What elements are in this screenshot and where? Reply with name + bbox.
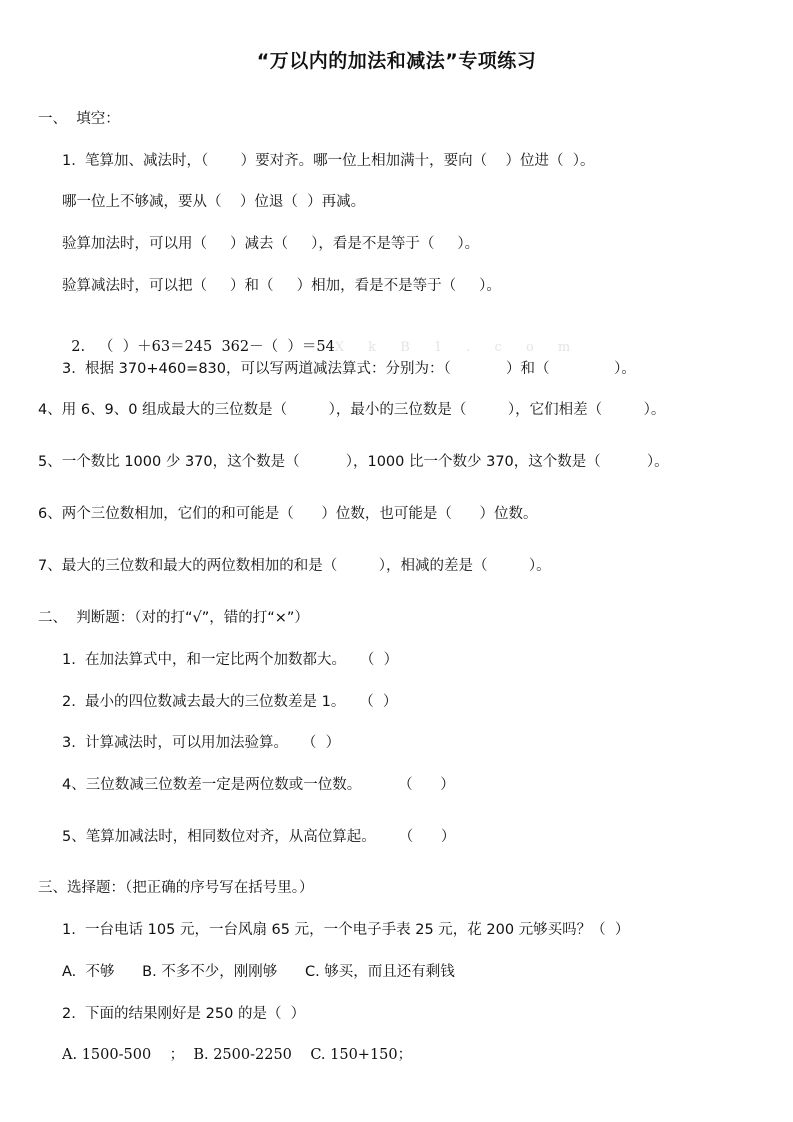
section-3-heading: 三、选择题：（把正确的序号写在括号里。） [38, 880, 314, 896]
worksheet-title: “万以内的加法和减法”专项练习 [256, 50, 537, 72]
judge-item-2: 2. 最小的四位数减去最大的三位数差是 1。 （ ） [62, 694, 398, 710]
choice-q1: 1. 一台电话 105 元，一台风扇 65 元，一个电子手表 25 元，花 200 元够买吗？（ ） [62, 922, 630, 938]
judge-item-5: 5、笔算加减法时，相同数位对齐，从高位算起。 （ ） [62, 829, 456, 845]
choice-q2-options: A. 1500-500 ； B. 2500-2250 C. 150+150； [62, 1047, 413, 1063]
fill-q1-line2: 哪一位上不够减，要从（ ）位退（ ）再减。 [62, 194, 366, 210]
fill-q1-line4: 验算减法时，可以把（ ）和（ ）相加，看是不是等于（ ）。 [62, 278, 501, 294]
fill-q5: 5、一个数比 1000 少 370，这个数是（ ），1000 比一个数少 370，这个数是（ ）。 [38, 454, 669, 470]
section-1-heading: 一、 填空： [38, 111, 120, 127]
judge-item-4: 4、三位数减三位数差一定是两位数或一位数。 （ ） [62, 777, 455, 793]
fill-q2 [62, 317, 580, 358]
choice-q1-options: A. 不够 B. 不多不少，刚刚够 C. 够买，而且还有剩钱 [62, 964, 455, 980]
fill-q6: 6、两个三位数相加，它们的和可能是（ ）位数，也可能是（ ）位数。 [38, 506, 538, 522]
choice-q2: 2. 下面的结果刚好是 250 的是（ ） [62, 1006, 306, 1022]
fill-q3: 3. 根据 370+460=830，可以写两道减法算式：分别为：（ ）和（ ）。 [62, 361, 636, 377]
judge-item-3: 3. 计算减法时，可以用加法验算。 （ ） [62, 735, 341, 751]
watermark: X k B 1 . c o m [334, 340, 581, 355]
fill-q7: 7、最大的三位数和最大的两位数相加的和是（ ），相减的差是（ ）。 [38, 558, 551, 574]
fill-q1-line1: 1. 笔算加、减法时，（ ）要对齐。哪一位上相加满十，要向（ ）位进（ ）。 [62, 153, 595, 169]
fill-q1-line3: 验算加法时，可以用（ ）减去（ ），看是不是等于（ ）。 [62, 236, 480, 252]
judge-item-1: 1. 在加法算式中，和一定比两个加数都大。 （ ） [62, 652, 399, 668]
fill-q2-text: 2. （ ）＋63＝245 362－（ ）＝54 [71, 339, 335, 355]
fill-q4: 4、用 6、9、0 组成最大的三位数是（ ），最小的三位数是（ ），它们相差（ ）。 [38, 402, 666, 418]
section-2-heading: 二、 判断题：（对的打“√”，错的打“×”） [38, 610, 309, 626]
